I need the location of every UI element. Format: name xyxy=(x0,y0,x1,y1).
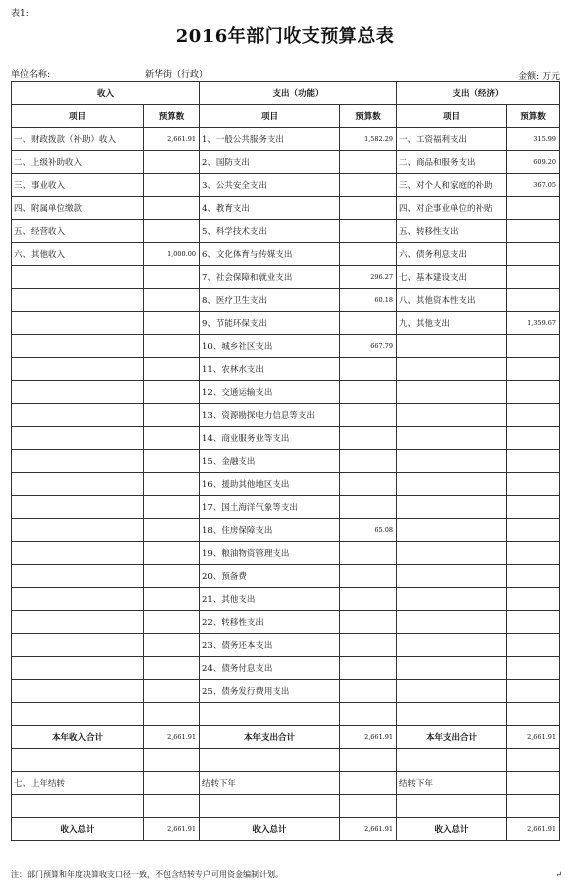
income-total-value: 2,661.91 xyxy=(144,726,200,749)
income-budget-cell xyxy=(144,680,200,703)
econ-item-cell xyxy=(397,427,507,450)
carry-in-label: 七、上年结转 xyxy=(12,772,144,795)
income-item-cell xyxy=(12,473,144,496)
econ-budget-cell: 609.20 xyxy=(507,151,560,174)
func-item-cell: 2、国防支出 xyxy=(200,151,340,174)
blank-row xyxy=(12,749,560,772)
econ-item-cell xyxy=(397,381,507,404)
econ-budget-cell xyxy=(507,266,560,289)
func-budget-cell xyxy=(340,427,397,450)
func-budget-cell xyxy=(340,473,397,496)
func-budget-cell xyxy=(340,496,397,519)
func-total-label: 本年支出合计 xyxy=(200,726,340,749)
table-row xyxy=(12,450,560,473)
func-budget-cell xyxy=(340,381,397,404)
func-budget-cell xyxy=(340,542,397,565)
table-row xyxy=(12,128,560,151)
table-row xyxy=(12,404,560,427)
econ-item-cell: 三、对个人和家庭的补助 xyxy=(397,174,507,197)
econ-item-cell: 九、其他支出 xyxy=(397,312,507,335)
unit-name-label: 单位名称: xyxy=(11,70,51,80)
income-item-cell xyxy=(12,657,144,680)
func-budget-cell xyxy=(340,197,397,220)
econ-item-cell xyxy=(397,519,507,542)
econ-budget-cell xyxy=(507,542,560,565)
carry-out-func-label: 结转下年 xyxy=(200,772,340,795)
econ-item-cell: 五、转移性支出 xyxy=(397,220,507,243)
func-item-cell: 7、社会保障和就业支出 xyxy=(200,266,340,289)
budget-summary-table xyxy=(11,81,560,841)
grand-income-value: 2,661.91 xyxy=(144,818,200,841)
income-item-cell xyxy=(12,358,144,381)
income-budget-cell xyxy=(144,657,200,680)
func-item-cell: 22、转移性支出 xyxy=(200,611,340,634)
year-total-row xyxy=(12,726,560,749)
func-item-cell: 17、国土海洋气象等支出 xyxy=(200,496,340,519)
econ-item-cell xyxy=(397,657,507,680)
income-budget-cell xyxy=(144,565,200,588)
income-item-cell xyxy=(12,634,144,657)
econ-budget-cell xyxy=(507,473,560,496)
econ-item-cell: 四、对企事业单位的补贴 xyxy=(397,197,507,220)
econ-item-cell: 七、基本建设支出 xyxy=(397,266,507,289)
econ-budget-cell xyxy=(507,588,560,611)
func-budget-cell xyxy=(340,634,397,657)
econ-item-cell xyxy=(397,634,507,657)
econ-budget-cell xyxy=(507,496,560,519)
func-item-cell: 25、债务发行费用支出 xyxy=(200,680,340,703)
table-row xyxy=(12,519,560,542)
table-row xyxy=(12,289,560,312)
table-row xyxy=(12,427,560,450)
econ-budget-cell: 315.99 xyxy=(507,128,560,151)
func-budget-cell xyxy=(340,358,397,381)
income-budget-cell xyxy=(144,197,200,220)
func-budget-cell xyxy=(340,611,397,634)
econ-item-header: 项目 xyxy=(397,105,507,128)
econ-budget-cell: 1,359.67 xyxy=(507,312,560,335)
func-budget-cell: 65.08 xyxy=(340,519,397,542)
func-item-header: 项目 xyxy=(200,105,340,128)
func-item-cell: 23、债务还本支出 xyxy=(200,634,340,657)
income-item-cell xyxy=(12,312,144,335)
func-budget-cell xyxy=(340,243,397,266)
econ-item-cell: 一、工资福利支出 xyxy=(397,128,507,151)
func-budget-cell: 1,582.29 xyxy=(340,128,397,151)
grand-func-label: 收入总计 xyxy=(200,818,340,841)
table-row xyxy=(12,565,560,588)
carry-out-econ-label: 结转下年 xyxy=(397,772,507,795)
grand-income-label: 收入总计 xyxy=(12,818,144,841)
econ-budget-cell xyxy=(507,611,560,634)
func-item-cell: 8、医疗卫生支出 xyxy=(200,289,340,312)
func-budget-cell xyxy=(340,404,397,427)
income-budget-cell xyxy=(144,151,200,174)
table-row xyxy=(12,657,560,680)
econ-item-cell xyxy=(397,496,507,519)
econ-total-value: 2,661.91 xyxy=(507,726,560,749)
table-row xyxy=(12,634,560,657)
grand-func-value: 2,661.91 xyxy=(340,818,397,841)
income-budget-cell xyxy=(144,450,200,473)
econ-budget-cell xyxy=(507,427,560,450)
income-budget-cell xyxy=(144,289,200,312)
table-row xyxy=(12,588,560,611)
func-item-cell xyxy=(200,703,340,726)
econ-item-cell xyxy=(397,680,507,703)
econ-budget-cell xyxy=(507,335,560,358)
income-budget-cell xyxy=(144,404,200,427)
econ-budget-cell xyxy=(507,634,560,657)
econ-budget-cell xyxy=(507,220,560,243)
func-budget-cell xyxy=(340,312,397,335)
func-budget-cell xyxy=(340,174,397,197)
econ-item-cell xyxy=(397,358,507,381)
income-budget-cell xyxy=(144,519,200,542)
income-item-cell xyxy=(12,519,144,542)
func-budget-cell: 60.18 xyxy=(340,289,397,312)
income-budget-cell xyxy=(144,473,200,496)
income-item-cell xyxy=(12,381,144,404)
column-header-row xyxy=(12,105,560,128)
econ-budget-cell xyxy=(507,381,560,404)
income-total-label: 本年收入合计 xyxy=(12,726,144,749)
income-item-cell xyxy=(12,404,144,427)
econ-budget-cell xyxy=(507,450,560,473)
income-budget-cell xyxy=(144,381,200,404)
func-budget-cell xyxy=(340,151,397,174)
econ-item-cell xyxy=(397,404,507,427)
econ-item-cell: 二、商品和服务支出 xyxy=(397,151,507,174)
func-total-value: 2,661.91 xyxy=(340,726,397,749)
table-row xyxy=(12,335,560,358)
income-item-cell xyxy=(12,565,144,588)
func-budget-cell: 296.27 xyxy=(340,266,397,289)
income-budget-cell xyxy=(144,266,200,289)
table-row xyxy=(12,542,560,565)
func-item-cell: 11、农林水支出 xyxy=(200,358,340,381)
table-number-label: 表1: xyxy=(11,9,29,19)
econ-budget-cell xyxy=(507,680,560,703)
econ-item-cell xyxy=(397,335,507,358)
income-item-cell: 四、附属单位缴款 xyxy=(12,197,144,220)
grand-total-row xyxy=(12,818,560,841)
table-row xyxy=(12,312,560,335)
func-item-cell: 1、一般公共服务支出 xyxy=(200,128,340,151)
grand-econ-value: 2,661.91 xyxy=(507,818,560,841)
income-item-cell xyxy=(12,266,144,289)
income-item-cell: 一、财政拨款（补助）收入 xyxy=(12,128,144,151)
table-row xyxy=(12,496,560,519)
income-item-cell: 六、其他收入 xyxy=(12,243,144,266)
func-budget-cell xyxy=(340,588,397,611)
econ-item-cell xyxy=(397,703,507,726)
unit-name-value: 新华街（行政） xyxy=(145,70,209,80)
income-item-cell: 三、事业收入 xyxy=(12,174,144,197)
income-item-header: 项目 xyxy=(12,105,144,128)
func-budget-cell xyxy=(340,657,397,680)
econ-item-cell xyxy=(397,473,507,496)
income-item-cell: 五、经营收入 xyxy=(12,220,144,243)
econ-budget-cell xyxy=(507,404,560,427)
income-item-cell xyxy=(12,542,144,565)
func-item-cell: 10、城乡社区支出 xyxy=(200,335,340,358)
econ-item-cell xyxy=(397,611,507,634)
func-budget-cell xyxy=(340,703,397,726)
income-budget-cell xyxy=(144,427,200,450)
table-row xyxy=(12,174,560,197)
func-item-cell: 12、交通运输支出 xyxy=(200,381,340,404)
economic-expense-section-title: 支出（经济） xyxy=(397,82,560,105)
func-item-cell: 13、资源勘探电力信息等支出 xyxy=(200,404,340,427)
func-budget-cell xyxy=(340,565,397,588)
func-item-cell: 6、文化体育与传媒支出 xyxy=(200,243,340,266)
func-budget-header: 预算数 xyxy=(340,105,397,128)
table-row xyxy=(12,680,560,703)
amount-unit-label: 金额: 万元 xyxy=(518,72,560,82)
func-item-cell: 21、其他支出 xyxy=(200,588,340,611)
econ-item-cell xyxy=(397,542,507,565)
func-item-cell: 4、教育支出 xyxy=(200,197,340,220)
income-budget-cell xyxy=(144,220,200,243)
func-item-cell: 15、金融支出 xyxy=(200,450,340,473)
table-row xyxy=(12,611,560,634)
income-item-cell xyxy=(12,450,144,473)
func-item-cell: 20、预备费 xyxy=(200,565,340,588)
func-item-cell: 14、商业服务业等支出 xyxy=(200,427,340,450)
func-item-cell: 9、节能环保支出 xyxy=(200,312,340,335)
func-item-cell: 3、公共安全支出 xyxy=(200,174,340,197)
income-item-cell xyxy=(12,496,144,519)
income-budget-cell xyxy=(144,634,200,657)
income-budget-cell xyxy=(144,611,200,634)
income-item-cell xyxy=(12,680,144,703)
func-item-cell: 19、粮油物资管理支出 xyxy=(200,542,340,565)
functional-expense-section-title: 支出（功能） xyxy=(200,82,397,105)
income-budget-cell: 2,661.91 xyxy=(144,128,200,151)
income-budget-cell: 1,000.00 xyxy=(144,243,200,266)
income-item-cell xyxy=(12,703,144,726)
table-row xyxy=(12,381,560,404)
econ-budget-cell xyxy=(507,565,560,588)
income-budget-cell xyxy=(144,174,200,197)
econ-item-cell xyxy=(397,565,507,588)
table-row xyxy=(12,358,560,381)
income-section-title: 收入 xyxy=(12,82,200,105)
econ-budget-cell xyxy=(507,703,560,726)
func-budget-cell xyxy=(340,680,397,703)
income-budget-cell xyxy=(144,312,200,335)
footnote: 注：部门预算和年度决算收支口径一致，不包含结转专户可用资金编制计划。 xyxy=(11,870,283,879)
econ-budget-cell xyxy=(507,358,560,381)
econ-item-cell xyxy=(397,588,507,611)
func-budget-cell xyxy=(340,450,397,473)
income-budget-cell xyxy=(144,703,200,726)
income-budget-header: 预算数 xyxy=(144,105,200,128)
func-budget-cell: 667.79 xyxy=(340,335,397,358)
table-row xyxy=(12,703,560,726)
econ-budget-header: 预算数 xyxy=(507,105,560,128)
func-item-cell: 16、援助其他地区支出 xyxy=(200,473,340,496)
table-row xyxy=(12,220,560,243)
table-row xyxy=(12,151,560,174)
income-item-cell xyxy=(12,588,144,611)
section-header-row xyxy=(12,82,560,105)
page-title: 2016年部门收支预算总表 xyxy=(175,26,395,47)
table-row xyxy=(12,473,560,496)
income-budget-cell xyxy=(144,496,200,519)
blank-row xyxy=(12,795,560,818)
func-item-cell: 5、科学技术支出 xyxy=(200,220,340,243)
econ-budget-cell xyxy=(507,197,560,220)
income-budget-cell xyxy=(144,358,200,381)
grand-econ-label: 收入总计 xyxy=(397,818,507,841)
table-row xyxy=(12,266,560,289)
econ-budget-cell: 367.05 xyxy=(507,174,560,197)
income-budget-cell xyxy=(144,542,200,565)
func-item-cell: 18、住房保障支出 xyxy=(200,519,340,542)
income-item-cell xyxy=(12,427,144,450)
income-budget-cell xyxy=(144,335,200,358)
income-item-cell xyxy=(12,335,144,358)
carryover-row xyxy=(12,772,560,795)
paragraph-mark: ↵ xyxy=(555,870,562,879)
econ-item-cell: 六、债务利息支出 xyxy=(397,243,507,266)
income-item-cell: 二、上级补助收入 xyxy=(12,151,144,174)
income-item-cell xyxy=(12,611,144,634)
econ-item-cell xyxy=(397,450,507,473)
func-budget-cell xyxy=(340,220,397,243)
table-row xyxy=(12,197,560,220)
econ-budget-cell xyxy=(507,289,560,312)
econ-budget-cell xyxy=(507,519,560,542)
econ-total-label: 本年支出合计 xyxy=(397,726,507,749)
table-row xyxy=(12,243,560,266)
econ-budget-cell xyxy=(507,243,560,266)
income-item-cell xyxy=(12,289,144,312)
func-item-cell: 24、债务付息支出 xyxy=(200,657,340,680)
econ-budget-cell xyxy=(507,657,560,680)
econ-item-cell: 八、其他资本性支出 xyxy=(397,289,507,312)
income-budget-cell xyxy=(144,588,200,611)
